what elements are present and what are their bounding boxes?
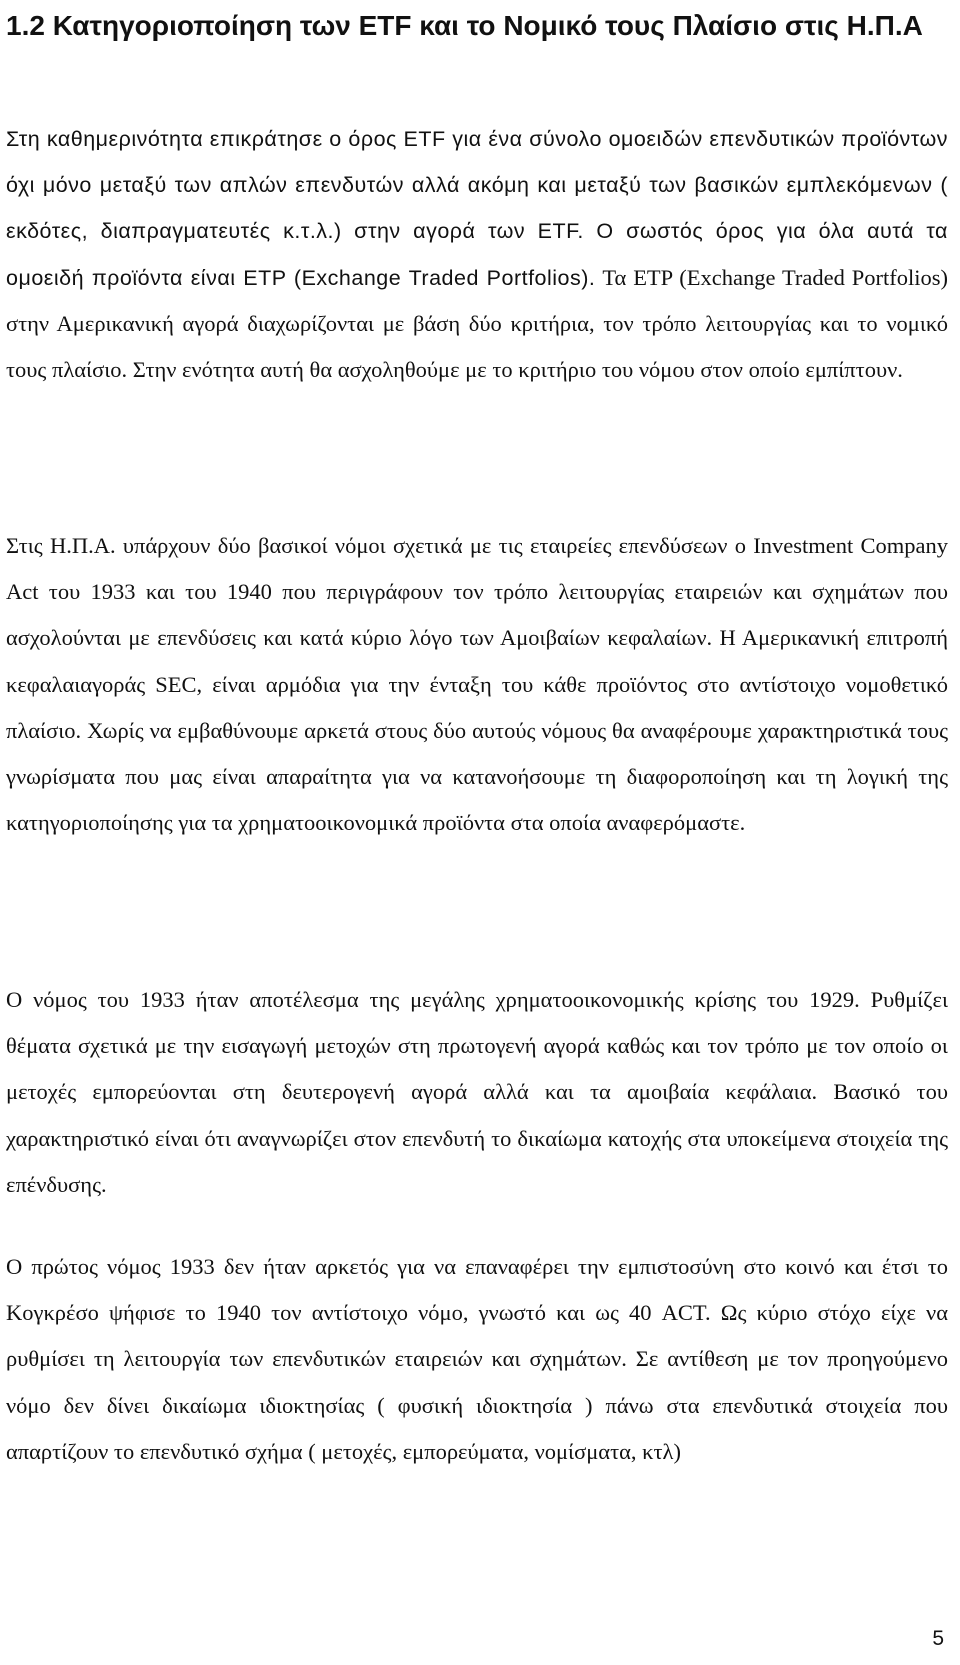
- paragraph-1933-act: Ο νόμος του 1933 ήταν αποτέλεσμα της μεγάλης χρηματοοικονομικής κρίσης του 1929. Ρυθμίζει θέματα σχετικά με την εισαγωγή μετοχών στη πρωτογενή αγορά καθώς και τον τρόπο με τον οποίο οι μετοχές εμπορεύονται στη δευτερογενή αγορά αλλά και τα αμοιβαία κεφάλαια. Βασικό του χαρακτηριστικό είναι ότι αναγνωρίζει στον επενδυτή το δικαίωμα κατοχής στα υποκείμενα στοιχεία της επένδυσης.: [6, 987, 948, 1197]
- paragraph-etp-definition: [6, 116, 948, 393]
- paragraph-1940-act: Ο πρώτος νόμος 1933 δεν ήταν αρκετός για να επαναφέρει την εμπιστοσύνη στο κοινό και έτσι το Κογκρέσο ψήφισε το 1940 τον αντίστοιχο νόμο, γνωστό και ως 40 ACT. Ως κύριο στόχο είχε να ρυθμίσει τη λειτουργία των επενδυτικών εταιρειών και σχημάτων. Σε αντίθεση με τον προηγούμενο νόμο δεν δίνει δικαίωμα ιδιοκτησίας ( φυσική ιδιοκτησία ) πάνω στα επενδυτικά στοιχεία που απαρτίζουν το επενδυτικό σχήμα ( μετοχές, εμπορεύματα, νομίσματα, κτλ): [6, 1254, 948, 1464]
- paragraph-etp-definition-serif-text: Τα ETP (Exchange Traded Portfolios) στην Αμερικανική αγορά διαχωρίζονται με βάση δύο κριτήρια, τον τρόπο λειτουργίας και το νομικό τους πλαίσιο. Στην ενότητα αυτή θα ασχοληθούμε με το κριτήριο του νόμου στον οποίο εμπίπτουν.: [6, 264, 949, 383]
- paragraph-us-laws: Στις Η.Π.Α. υπάρχουν δύο βασικοί νόμοι σχετικά με τις εταιρείες επενδύσεων ο Investment Company Act του 1933 και του 1940 που περιγράφουν τον τρόπο λειτουργίας εταιρειών και σχημάτων που ασχολούνται με επενδύσεις και κατά κύριο λόγο των Αμοιβαίων κεφαλαίων. Η Αμερικανική επιτροπή κεφαλαιαγοράς SEC, είναι αρμόδια για την ένταξη του κάθε προϊόντος στο αντίστοιχο νομοθετικό πλαίσιο. Χωρίς να εμβαθύνουμε αρκετά στους δύο αυτούς νόμους θα αναφέρουμε χαρακτηριστικά τους γνωρίσματα που μας είναι απαραίτητα για να κατανοήσουμε τη διαφοροποίηση και τη λογική της κατηγοριοποίησης για τα χρηματοοικονομικά προϊόντα στα οποία αναφερόμαστε.: [6, 533, 948, 836]
- paragraph-etp-definition-sans-text: Στη καθημερινότητα επικράτησε ο όρος ETF για ένα σύνολο ομοειδών επενδυτικών προϊόντων όχι μόνο μεταξύ των απλών επενδυτών αλλά ακόμη και μεταξύ των βασικών εμπλεκόμενων ( εκδότες, διαπραγματευτές κ.τ.λ.) στην αγορά των ETF. Ο σωστός όρος για όλα αυτά τα ομοειδή προϊόντα είναι ETP (Exchange Traded Portfolios).: [6, 127, 948, 290]
- page-number: 5: [932, 1627, 944, 1650]
- section-heading: 1.2 Κατηγοριοποίηση των ETF και το Νομικό τους Πλαίσιο στις Η.Π.Α: [6, 10, 923, 41]
